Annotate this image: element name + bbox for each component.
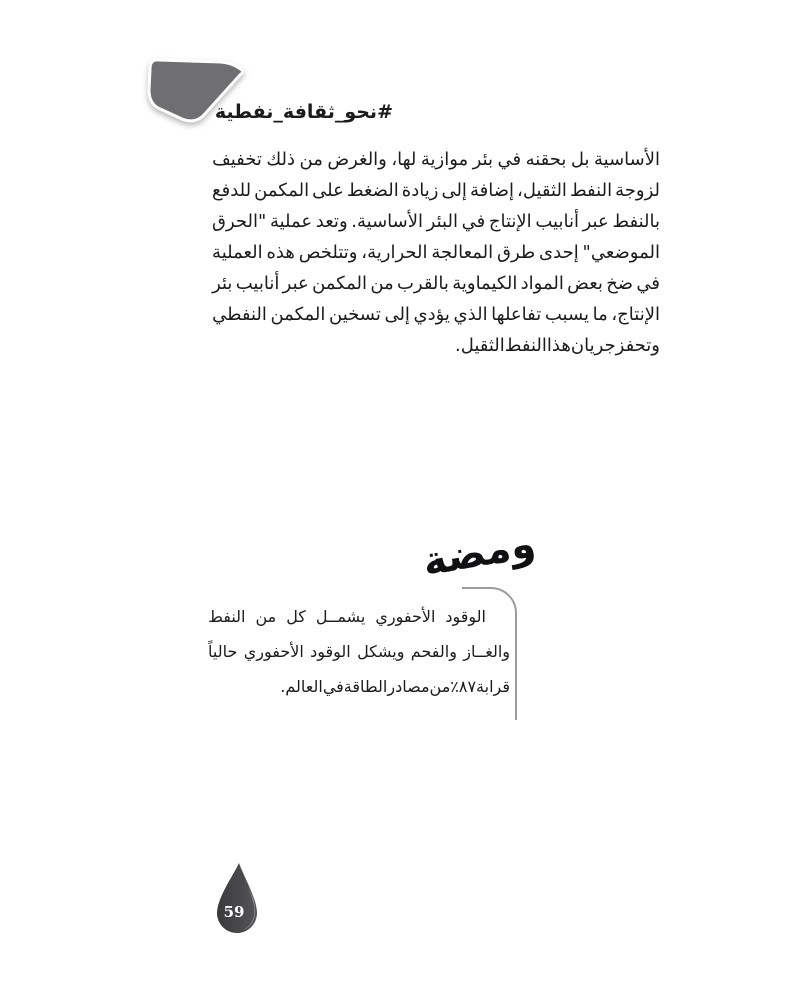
- text-line: الإنتاج، ما يسبب تفاعلها الذي يؤدي إلى تسخين المكمن النفطي: [212, 304, 660, 325]
- text-line: الأساسية بل بحقنه في بئر موازية لها، والغرض من ذلك تخفيف: [212, 149, 660, 170]
- text-line: في ضخ بعض المواد الكيماوية بالقرب من المكمن عبر أنابيب بئر: [212, 273, 660, 294]
- text-line: قرابة ٨٧٪ من مصادر الطاقة في العالم.: [280, 677, 510, 696]
- oil-drop-page-marker: [212, 861, 262, 937]
- text-line: بالنفط عبر أنابيب الإنتاج في البئر الأساسية. وتعد عملية "الحرق: [212, 211, 660, 232]
- text-line: الوقود الأحفوري يشمــل كل من النفط: [208, 607, 486, 626]
- text-line: وتحفز جريان هذا النفط الثقيل.: [454, 335, 660, 356]
- text-line: لزوجة النفط الثقيل، إضافة إلى زيادة الضغط على المكمن للدفع: [212, 180, 660, 201]
- hashtag-title: #نحو_ثقافة_نفطية: [214, 101, 393, 123]
- wamda-calligraphy: ومضة: [419, 520, 539, 586]
- text-line: الموضعي" إحدى طرق المعالجة الحرارية، وتتلخص هذه العملية: [212, 242, 660, 263]
- text-line: والغــاز والفحم ويشكل الوقود الأحفوري حالياً: [208, 642, 510, 661]
- page-number: 59: [223, 903, 245, 921]
- oil-drop-icon: [212, 861, 262, 937]
- body-paragraph: [212, 144, 660, 361]
- sidebar-note: [208, 599, 510, 704]
